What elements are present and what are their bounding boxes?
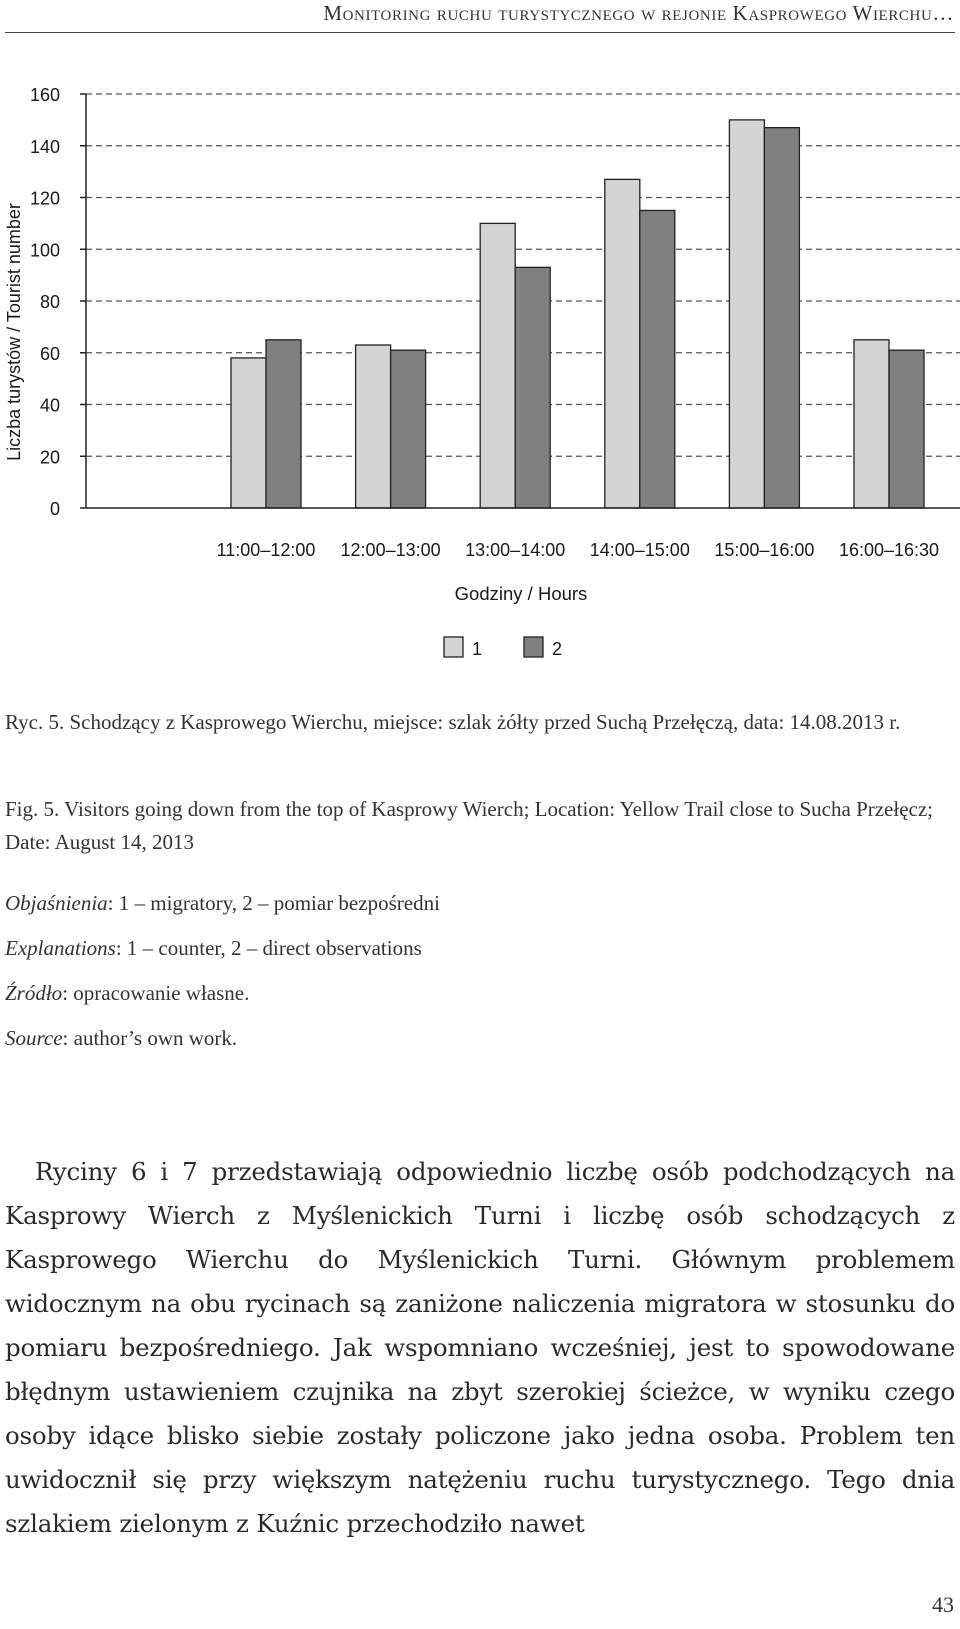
source-en-text: : author’s own work. — [62, 1026, 238, 1050]
bar-1-4 — [729, 120, 764, 508]
body-paragraph: Ryciny 6 i 7 przedstawiają odpowiednio liczbę osób podchodzących na Kasprowy Wierch z Myślenickich Turni i liczbę osób schodzących z Kasprowego Wierchu do Myślenickich Turni. Głównym problemem widocznym na obu rycinach są zaniżone naliczenia migratora w stosunku do pomiaru bezpośredniego. Jak wspomniano wcześniej, jest to spowodowane błędnym ustawieniem czujnika na zbyt szerokiej ścieżce, w wyniku czego osoby idące blisko siebie zostały policzone jako jedna osoba. Problem ten uwidocznił się przy większym natężeniu ruchu turystycznego. Tego dnia szlakiem zielonym z Kuźnic przechodziło nawet — [5, 1157, 955, 1538]
explanations-pl-text: : 1 – migratory, 2 – pomiar bezpośredni — [107, 891, 440, 915]
header-rule — [5, 32, 955, 33]
running-head: Monitoring ruchu turystycznego w rejonie Kasprowego Wierchu… — [323, 1, 954, 25]
explanations-pl-label: Objaśnienia — [5, 891, 108, 915]
y-tick-label: 20 — [39, 447, 60, 468]
legend-label-2: 2 — [552, 639, 563, 659]
source-pl-label: Źródło — [5, 981, 63, 1005]
source-en — [5, 1022, 955, 1055]
bar-2-0 — [266, 340, 301, 508]
bar-2-5 — [889, 350, 924, 508]
explanations-pl — [5, 887, 955, 920]
bar-2-3 — [640, 210, 675, 508]
bar-1-3 — [605, 179, 640, 508]
bar-1-1 — [356, 345, 391, 508]
legend — [444, 637, 562, 659]
x-tick-label: 16:00–16:30 — [838, 540, 940, 560]
bar-2-1 — [391, 350, 426, 508]
y-tick-label: 60 — [39, 343, 60, 364]
bar-2-2 — [515, 267, 550, 508]
caption-pl: Ryc. 5. Schodzący z Kasprowego Wierchu, miejsce: szlak żółty przed Suchą Przełęczą, data: 14.08.2013 r. — [5, 710, 901, 734]
bar-1-5 — [854, 340, 889, 508]
y-tick-label: 100 — [29, 240, 60, 261]
source-pl — [5, 977, 955, 1010]
page-number: 43 — [932, 1592, 954, 1617]
y-tick-label: 160 — [29, 85, 60, 105]
bar-chart — [0, 70, 960, 700]
x-tick-label: 12:00–13:00 — [340, 540, 441, 560]
bar-2-4 — [764, 128, 799, 508]
explanations-en — [5, 932, 955, 965]
caption-en: Fig. 5. Visitors going down from the top of Kasprowy Wierch; Location: Yellow Trail close to Sucha Przełęcz; Date: August 14, 2013 — [5, 797, 934, 854]
y-tick-label: 140 — [29, 136, 60, 157]
y-tick-label: 80 — [39, 292, 60, 312]
explanations-en-text: : 1 – counter, 2 – direct observations — [115, 936, 422, 960]
y-tick-label: 120 — [29, 188, 60, 209]
y-axis-title: Liczba turystów / Tourist number — [4, 203, 24, 461]
y-tick-label: 40 — [39, 395, 60, 416]
explanations-en-label: Explanations — [5, 936, 116, 960]
source-pl-text: : opracowanie własne. — [62, 981, 250, 1005]
x-tick-label: 14:00–15:00 — [589, 540, 690, 560]
x-axis-title: Godziny / Hours — [454, 583, 588, 604]
y-tick-label: 0 — [49, 499, 60, 519]
legend-label-1: 1 — [472, 639, 483, 659]
bar-1-0 — [231, 358, 266, 508]
source-en-label: Source — [5, 1026, 63, 1050]
legend-swatch-2 — [524, 637, 543, 657]
x-tick-label: 11:00–12:00 — [216, 540, 316, 560]
x-tick-label: 15:00–16:00 — [714, 540, 815, 560]
bar-1-2 — [480, 223, 515, 508]
bars — [231, 120, 924, 508]
x-tick-label: 13:00–14:00 — [465, 540, 566, 560]
legend-swatch-1 — [444, 637, 463, 657]
